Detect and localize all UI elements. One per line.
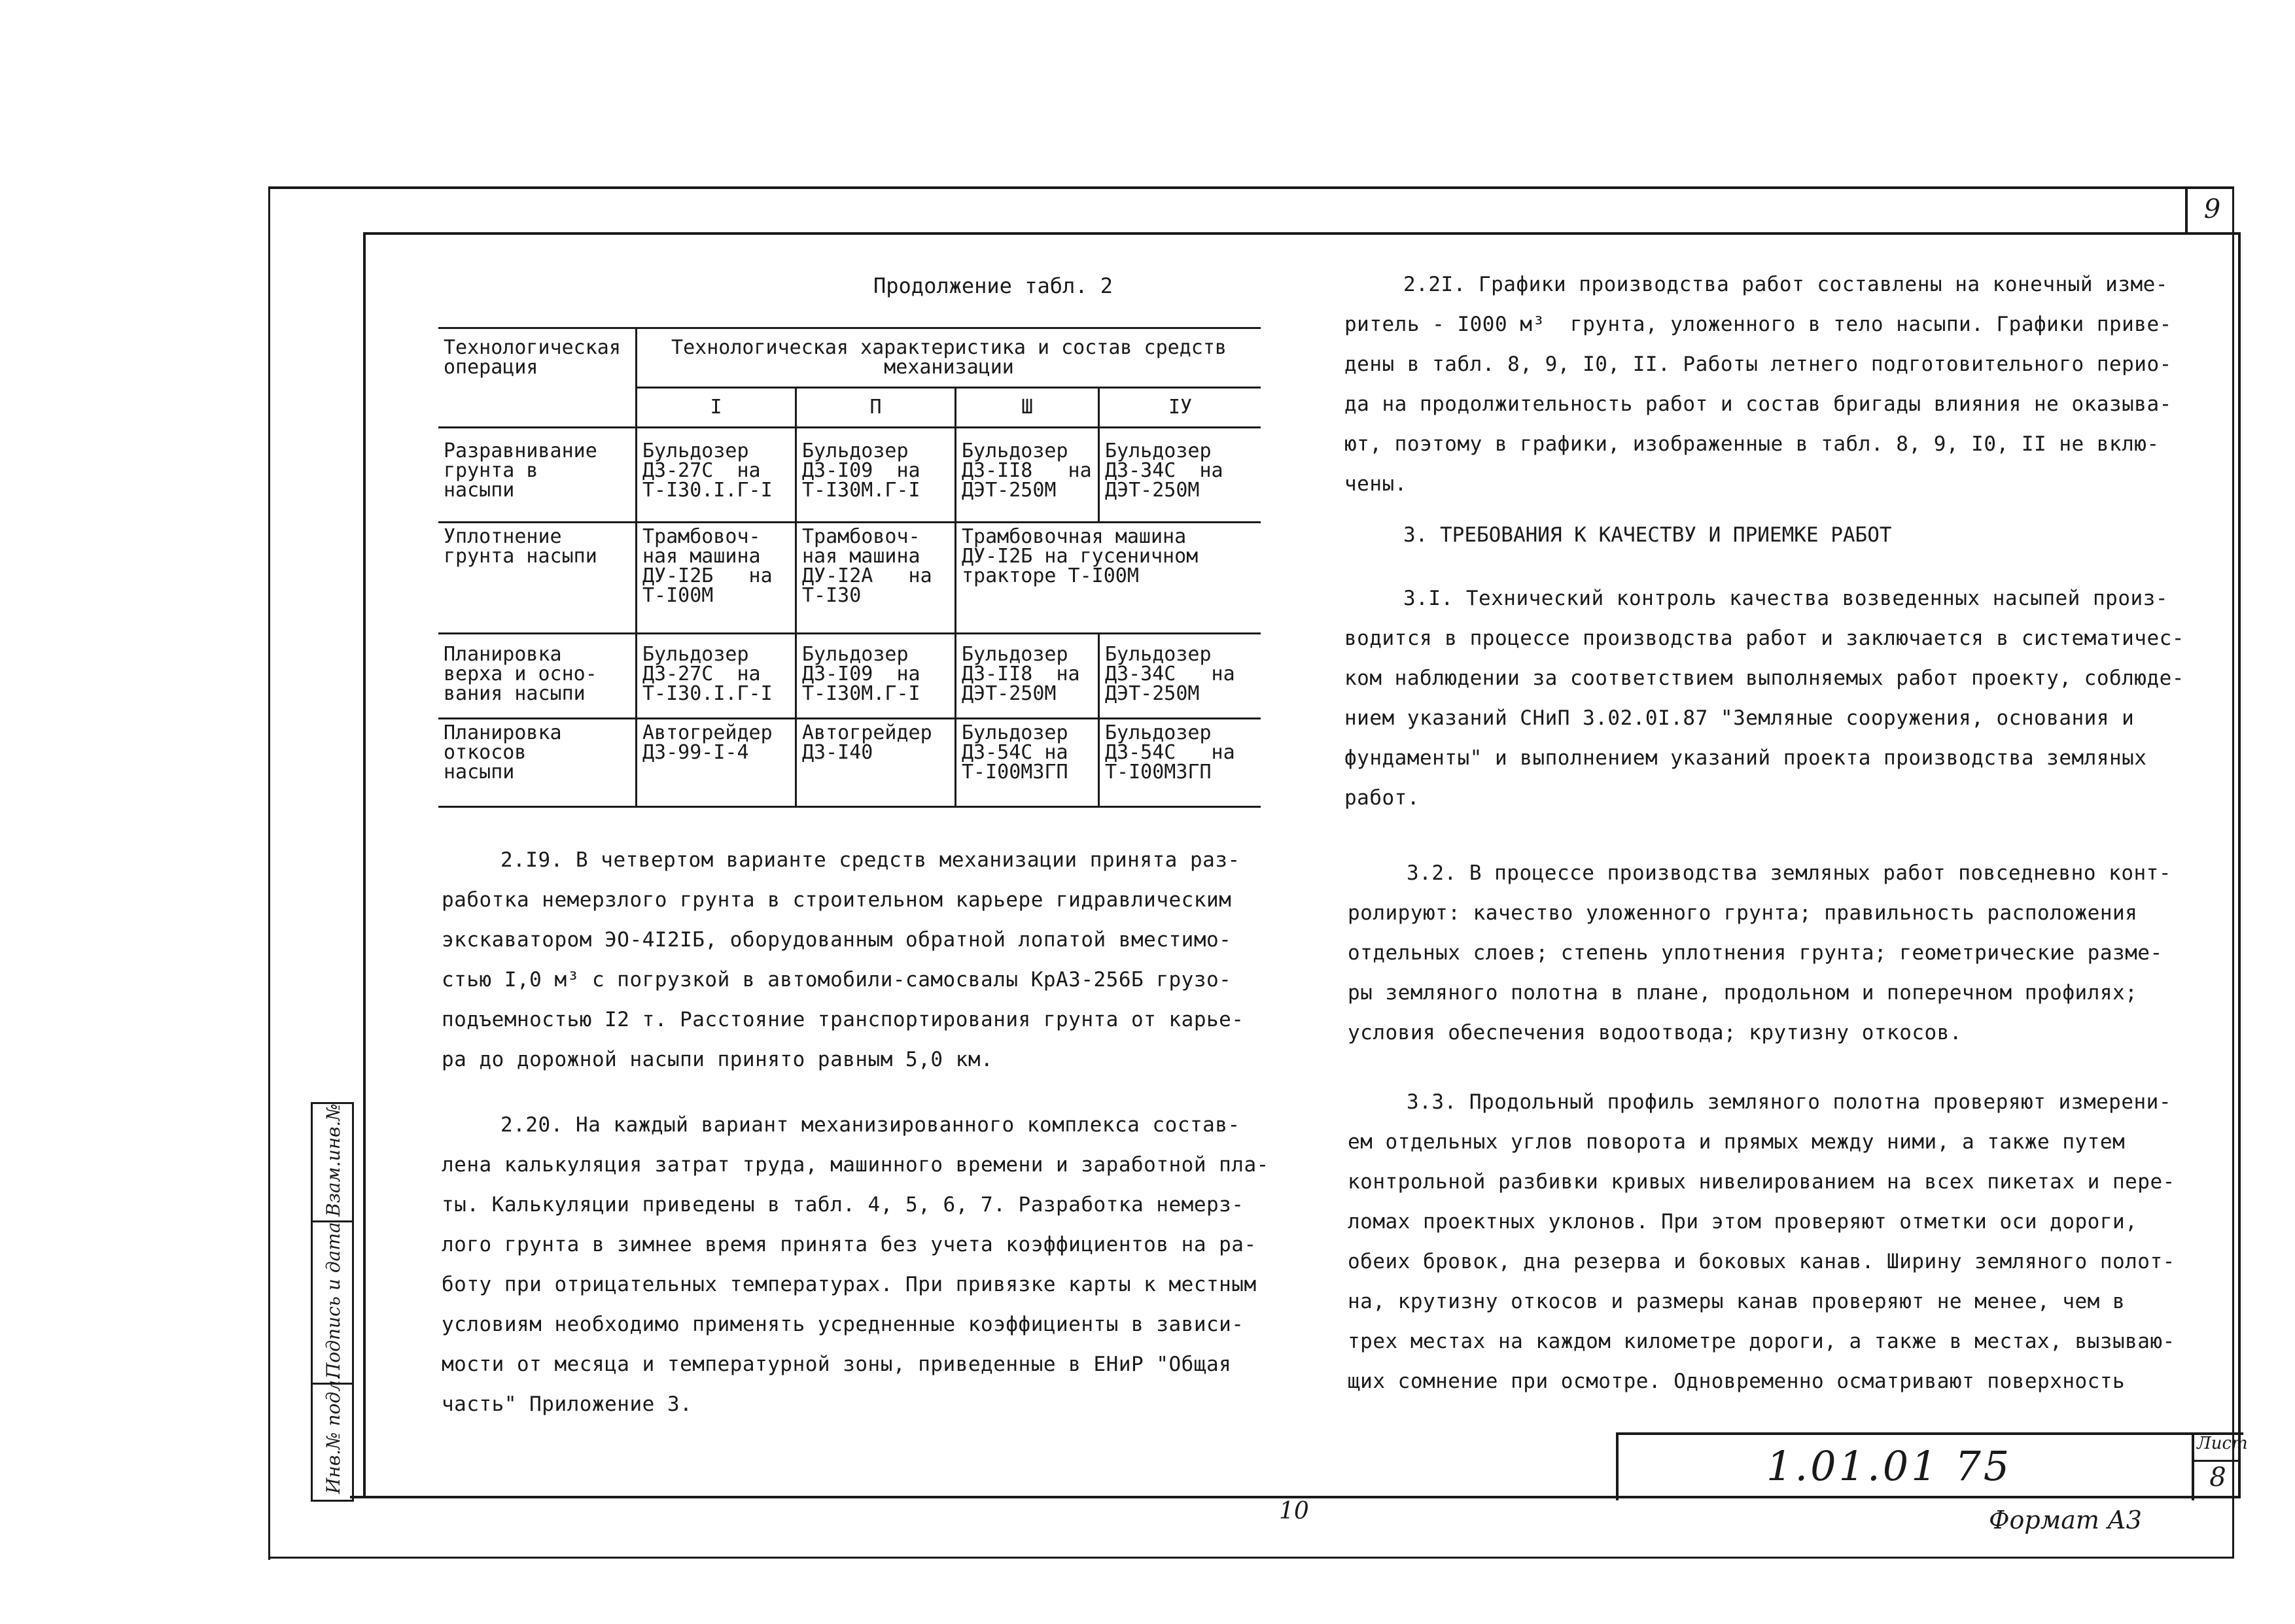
table-row <box>438 428 1261 523</box>
text-line: контрольной разбивки кривых нивелированием на всех пикетах и пере- <box>1348 1170 2175 1194</box>
text-line: ра до дорожной насыпи принято равным 5,0 км. <box>442 1048 994 1071</box>
cell-line: Т-I00МЗГП <box>962 761 1068 784</box>
outer-frame-top <box>268 186 2234 189</box>
cell-line: насыпи <box>444 479 515 502</box>
side-cell-sign <box>313 1222 352 1385</box>
text-line: нием указаний СНиП 3.02.0I.87 "Земляные сооружения, основания и <box>1344 706 2135 730</box>
cell-line: верха и осно- <box>444 663 597 685</box>
variant-cell <box>796 719 956 807</box>
cell-line: Т-I00М <box>642 584 714 607</box>
variant-cell <box>956 634 1099 719</box>
cell-line: Бульдозер <box>1105 643 1212 666</box>
cell-line: ДУ-I2Б на <box>642 564 773 587</box>
cell-line: Автогрейдер <box>802 721 932 744</box>
paragraph-3-1 <box>1344 579 2184 818</box>
variant-cell <box>796 428 956 523</box>
text-line: ком наблюдении за соответствием выполняемых работ проекту, соблюде- <box>1344 666 2184 690</box>
cell-line: ДЗ-I40 <box>802 741 873 764</box>
table-row <box>438 719 1261 807</box>
operation-cell <box>438 428 637 523</box>
cell-line: Т-I30.I.Г-I <box>642 682 773 705</box>
text-line: экскаватором ЭО-4I2IБ, оборудованным обратной лопатой вместимо- <box>442 928 1232 952</box>
cell-line: грунта в <box>444 459 538 482</box>
table-caption: Продолжение табл. 2 <box>873 273 1113 298</box>
side-cell-orig <box>313 1374 352 1498</box>
text-line: работ. <box>1344 786 1420 810</box>
text-line: лого грунта в зимнее время принята без учета коэффициентов на ра- <box>442 1233 1257 1256</box>
text-line: на, крутизну откосов и размеры канав проверяют не менее, чем в <box>1348 1290 2126 1313</box>
text-line: да на продолжительность работ и состав бригады влияния не оказыва- <box>1344 392 2172 416</box>
text-line: щих сомнение при осмотре. Одновременно осматривают поверхность <box>1348 1370 2126 1393</box>
cell-line: ДЗ-I09 на <box>802 459 920 482</box>
cell-line: Автогрейдер <box>642 721 773 744</box>
cell-line: грунта насыпи <box>444 545 597 568</box>
text-line: 2.2I. Графики производства работ составлены на конечный изме- <box>1403 273 2168 296</box>
bottom-page-number: 10 <box>1279 1498 1309 1525</box>
paragraph-2-19 <box>442 840 1244 1080</box>
cell-line: Планировка <box>444 721 562 744</box>
cell-line: вания насыпи <box>444 682 586 705</box>
side-label: Инв.№ подл. <box>323 1374 344 1494</box>
text-line: подъемностью I2 т. Расстояние транспортирования грунта от карье- <box>442 1008 1244 1031</box>
cell-line: Т-I30М.Г-I <box>802 479 920 502</box>
cell-line: ДЗ-54С на <box>1105 741 1235 764</box>
text-line: ломах проектных уклонов. При этом проверяют отметки оси дороги, <box>1348 1210 2138 1234</box>
cell-line: ДЗ-34С на <box>1105 663 1235 685</box>
cell-line: Т-I30.I.Г-I <box>642 479 773 502</box>
text-line: работка немерзлого грунта в строительном карьере гидравлическим <box>442 888 1232 912</box>
side-label: Подпись и дата <box>323 1222 344 1379</box>
text-line: условиям необходимо применять усредненные коэффициенты в зависи- <box>442 1313 1244 1336</box>
table-row <box>438 523 1261 634</box>
variant-cell <box>796 634 956 719</box>
paragraph-3-3 <box>1348 1082 2175 1402</box>
side-stamp <box>311 1102 354 1502</box>
cell-line: Уплотнение <box>444 525 562 548</box>
cell-line: ДЗ-34С на <box>1105 459 1223 482</box>
paragraph-2-20 <box>442 1105 1269 1425</box>
operation-cell <box>438 523 637 634</box>
cell-line: Бульдозер <box>962 440 1068 462</box>
variant-cell <box>637 428 796 523</box>
outer-frame-bottom <box>268 1557 2234 1559</box>
cell-line: ДЗ-I09 на <box>802 663 920 685</box>
format-label: Формат А3 <box>1989 1506 2142 1534</box>
cell-line: Бульдозер <box>962 643 1068 666</box>
text-line: обеих бровок, дна резерва и боковых канав. Ширину земляного полот- <box>1348 1250 2175 1273</box>
operation-cell <box>438 634 637 719</box>
cell-line: ДЭТ-250М <box>1105 479 1200 502</box>
cell-line: откосов <box>444 741 527 764</box>
text-line: условия обеспечения водоотвода; крутизну откосов. <box>1348 1021 1963 1045</box>
cell-line: Трамбовоч- <box>642 525 761 548</box>
cell-line: ная машина <box>642 545 761 568</box>
section-3-heading: 3. ТРЕБОВАНИЯ К КАЧЕСТВУ И ПРИЕМКЕ РАБОТ <box>1403 523 1892 547</box>
header-group-line: Технологическая характеристика и состав средств <box>671 336 1227 359</box>
cell-line: Бульдозер <box>962 721 1068 744</box>
table-header-row <box>438 328 1261 388</box>
text-line: ты. Калькуляции приведены в табл. 4, 5, 6, 7. Разработка немерз- <box>442 1193 1244 1217</box>
inner-frame-top <box>363 232 2241 235</box>
text-line: 3.I. Технический контроль качества возведенных насыпей произ- <box>1403 587 2168 610</box>
inner-frame-right <box>2238 232 2241 1498</box>
text-line: отдельных слоев; степень уплотнения грунта; геометрические разме- <box>1348 941 2163 965</box>
text-line: ем отдельных углов поворота и прямых между ними, а также путем <box>1348 1130 2126 1154</box>
cell-line: Трамбовоч- <box>802 525 920 548</box>
paragraph-2-21 <box>1344 265 2172 504</box>
text-line: боту при отрицательных температурах. При привязке карты к местным <box>442 1273 1257 1296</box>
variant-cell <box>796 523 956 634</box>
outer-frame-left <box>268 186 270 1560</box>
variant-3-header: Ш <box>956 388 1099 428</box>
text-line: 2.I9. В четвертом варианте средств механизации принята раз- <box>500 848 1240 872</box>
variant-cell <box>1099 634 1261 719</box>
header-operation-line: операция <box>444 356 538 379</box>
cell-line: Т-I30 <box>802 584 862 607</box>
text-line: ры земляного полотна в плане, продольном и поперечном профилях; <box>1348 981 2138 1005</box>
sheet-number: 8 <box>2209 1462 2226 1493</box>
sheet-label: Лист <box>2197 1434 2248 1453</box>
inner-frame-left <box>363 232 366 1498</box>
cell-line: тракторе Т-I00М <box>962 564 1139 587</box>
cell-line: ДЗ-II8 на <box>962 663 1080 685</box>
page-corner-number: 9 <box>2185 186 2237 235</box>
cell-line: Бульдозер <box>1105 721 1212 744</box>
outer-frame-right <box>2232 186 2234 1557</box>
variant-cell-merged <box>956 523 1261 634</box>
cell-line: Бульдозер <box>642 440 749 462</box>
cell-line: ДЗ-II8 на <box>962 459 1092 482</box>
text-line: дены в табл. 8, 9, I0, II. Работы летнего подготовительного перио- <box>1344 353 2172 376</box>
cell-line: Планировка <box>444 643 562 666</box>
cell-line: Бульдозер <box>1105 440 1212 462</box>
cell-line: Бульдозер <box>802 440 909 462</box>
cell-line: ДЗ-27С на <box>642 663 761 685</box>
text-line: ритель - I000 м³ грунта, уложенного в тело насыпи. Графики приве- <box>1344 313 2172 336</box>
cell-line: ДУ-I2Б на гусеничном <box>962 545 1199 568</box>
text-line: ют, поэтому в графики, изображенные в табл. 8, 9, I0, II не вклю- <box>1344 432 2160 456</box>
text-line: стью I,0 м³ с погрузкой в автомобили-самосвалы КрАЗ-256Б грузо- <box>442 968 1232 992</box>
text-line: 2.20. На каждый вариант механизированного комплекса состав- <box>500 1113 1240 1137</box>
mechanization-table <box>438 327 1261 808</box>
cell-line: ДЗ-27С на <box>642 459 761 482</box>
cell-line: ДУ-I2А на <box>802 564 932 587</box>
variant-2-header: П <box>796 388 956 428</box>
header-operation-line: Технологическая <box>444 336 621 359</box>
document-code: 1.01.01 75 <box>1766 1442 2012 1490</box>
text-line: трех местах на каждом километре дороги, а также в местах, вызываю- <box>1348 1330 2175 1353</box>
variant-cell <box>1099 428 1261 523</box>
text-line: часть" Приложение 3. <box>442 1392 693 1416</box>
paragraph-3-2 <box>1348 854 2171 1053</box>
header-group-line: механизации <box>884 356 1014 379</box>
text-line: 3.2. В процессе производства земляных работ повседневно конт- <box>1407 861 2171 885</box>
cell-line: ДЭТ-250М <box>1105 682 1200 705</box>
text-line: фундаменты" и выполнением указаний проекта производства земляных <box>1344 746 2147 770</box>
cell-line: насыпи <box>444 761 515 784</box>
cell-line: Бульдозер <box>642 643 749 666</box>
text-line: водится в процессе производства работ и заключается в систематичес- <box>1344 627 2184 650</box>
text-line: ролируют: качество уложенного грунта; правильность расположения <box>1348 901 2138 925</box>
text-line: мости от месяца и температурной зоны, приведенные в ЕНиР "Общая <box>442 1353 1232 1376</box>
sheet-box-divider <box>2192 1460 2241 1462</box>
side-label: Взам.инв.№ <box>323 1103 344 1217</box>
variant-cell <box>637 719 796 807</box>
variant-cell <box>637 523 796 634</box>
variant-cell <box>956 428 1099 523</box>
cell-line: ДЭТ-250М <box>962 682 1057 705</box>
cell-line: ДЗ-54С на <box>962 741 1068 764</box>
variant-cell <box>1099 719 1261 807</box>
text-line: лена калькуляция затрат труда, машинного времени и заработной пла- <box>442 1153 1269 1177</box>
operation-cell <box>438 719 637 807</box>
text-line: 3.3. Продольный профиль земляного полотна проверяют измерени- <box>1407 1090 2171 1114</box>
header-operation <box>438 328 637 428</box>
cell-line: ная машина <box>802 545 920 568</box>
cell-line: Т-I00МЗГП <box>1105 761 1212 784</box>
variant-cell <box>637 634 796 719</box>
variant-4-header: IУ <box>1099 388 1261 428</box>
side-cell-inv <box>313 1104 352 1222</box>
cell-line: ДЗ-99-I-4 <box>642 741 749 764</box>
table-row <box>438 634 1261 719</box>
header-group <box>637 328 1261 388</box>
variant-1-header: I <box>637 388 796 428</box>
variant-cell <box>956 719 1099 807</box>
text-line: чены. <box>1344 472 1407 496</box>
cell-line: ДЭТ-250М <box>962 479 1057 502</box>
cell-line: Разравнивание <box>444 440 597 462</box>
cell-line: Трамбовочная машина <box>962 525 1187 548</box>
cell-line: Т-I30М.Г-I <box>802 682 920 705</box>
cell-line: Бульдозер <box>802 643 909 666</box>
